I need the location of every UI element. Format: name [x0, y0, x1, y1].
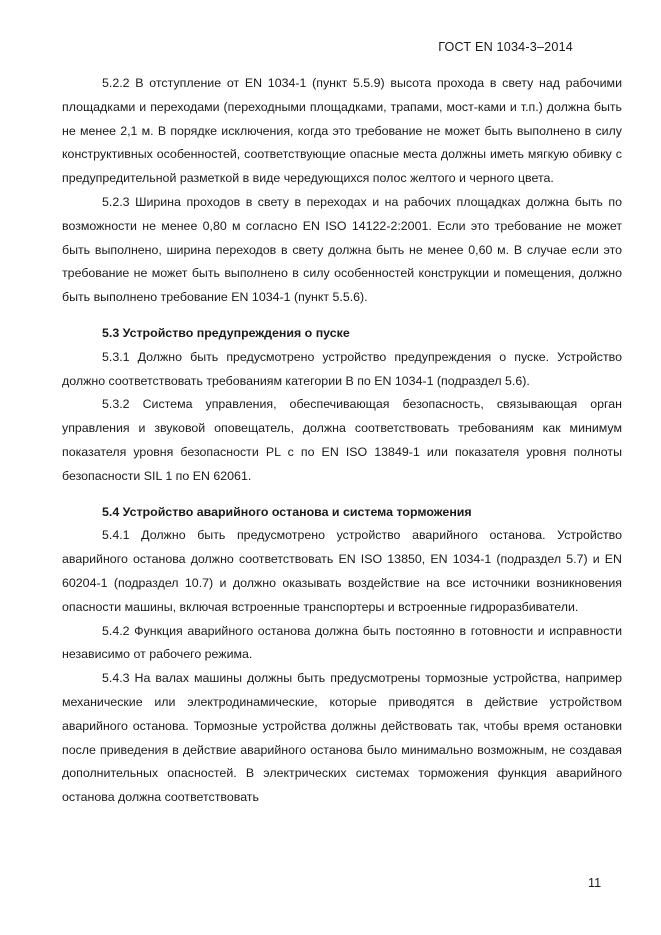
paragraph-5-2-2: 5.2.2 В отступление от EN 1034-1 (пункт 5.5.9) высота прохода в свету над рабочими площадками и переходами (переходными площадками, трапами, мост-ками и т.п.) должна быть не менее 2,1 м. В порядке исключения, когда это требование не может быть выполнено в силу конструктивных особенностей, соответствующие опасные места должны иметь мягкую обивку с предупредительной разметкой в виде чередующихся полос желтого и черного цвета. [62, 76, 622, 186]
section-heading-5-3: 5.3 Устройство предупреждения о пуске [102, 325, 350, 340]
document-body [62, 72, 622, 810]
paragraph-5-3-2: 5.3.2 Система управления, обеспечивающая безопасность, связывающая орган управления и звуковой оповещатель, должна соответствовать требованиям как минимум показателя уровня безопасности PL с по EN ISO 13849-1 или показателя уровня полноты безопасности SIL 1 по EN 62061. [62, 397, 622, 483]
paragraph-5-4-1: 5.4.1 Должно быть предусмотрено устройство аварийного останова. Устройство аварийного останова должно соответствовать EN ISO 13850, EN 1034-1 (подраздел 5.7) и EN 60204-1 (подраздел 10.7) и должно оказывать воздействие на все источники возникновения опасности машины, включая встроенные транспортеры и встроенные гидроразбиватели. [62, 528, 622, 614]
paragraph-5-3-1: 5.3.1 Должно быть предусмотрено устройство предупреждения о пуске. Устройство должно соответствовать требованиям категории В по EN 1034-1 (подраздел 5.6). [62, 349, 622, 388]
page-number: 11 [588, 876, 602, 890]
section-heading-5-4: 5.4 Устройство аварийного останова и система торможения [102, 504, 472, 519]
paragraph-5-2-3: 5.2.3 Ширина проходов в свету в переходах и на рабочих площадках должна быть по возможности не менее 0,80 м согласно EN ISO 14122-2:2001. Если это требование не может быть выполнено, ширина переходов в свету должна быть не менее 0,60 м. В случае если это требование не может быть выполнено в силу особенностей конструкции и помещения, должно быть выполнено требование EN 1034-1 (пункт 5.5.6). [62, 194, 622, 305]
paragraph-5-4-2: 5.4.2 Функция аварийного останова должна быть постоянно в готовности и исправности независимо от рабочего режима. [62, 623, 622, 662]
paragraph-5-4-3: 5.4.3 На валах машины должны быть предусмотрены тормозные устройства, например механические или электродинамические, которые приводятся в действие устройством аварийного останова. Тормозные устройства должны действовать так, чтобы время остановки после приведения в действие аварийного останова было минимально возможным, не создавая дополнительных опасностей. В электрических системах торможения функция аварийного останова должна соответствовать [62, 671, 622, 805]
document-code-header: ГОСТ EN 1034-3–2014 [438, 40, 573, 54]
